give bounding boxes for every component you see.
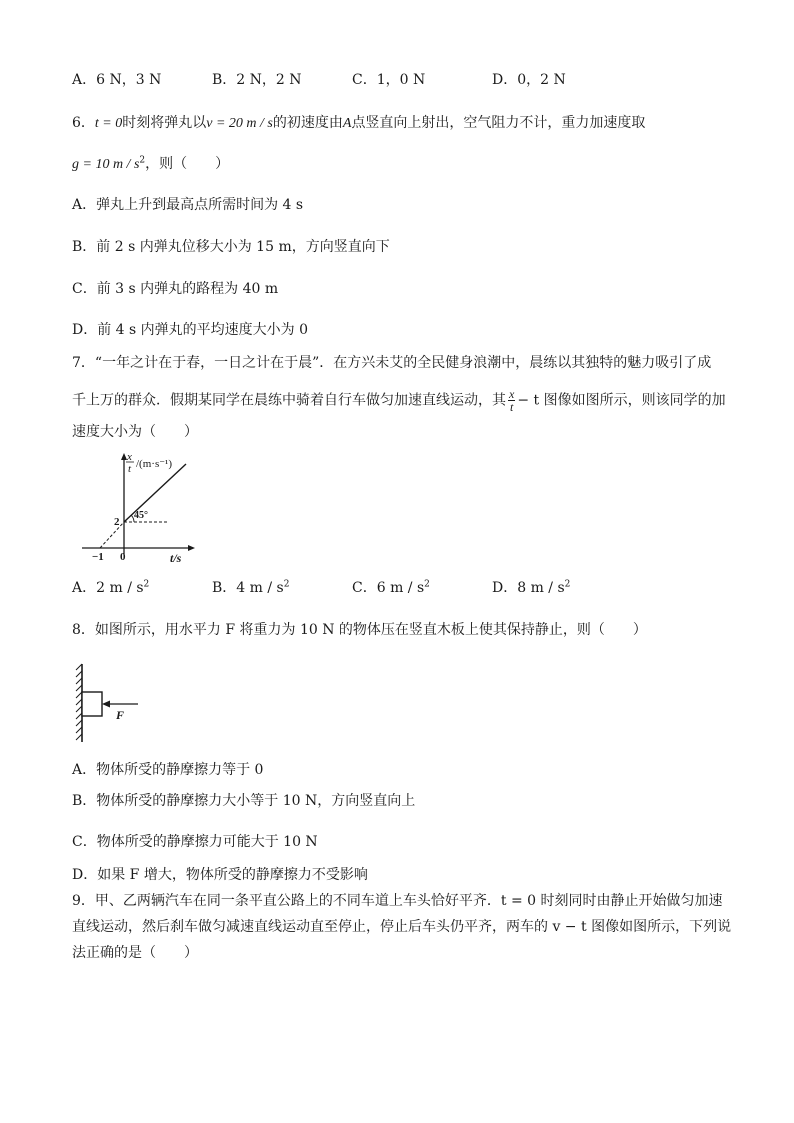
q7-graph-axes [82, 460, 188, 554]
q8-stem: 8．如图所示，用水平力 F 将重力为 10 N 的物体压在竖直木板上使其保持静止，则（ ） [72, 622, 647, 638]
q6-stem [72, 113, 645, 134]
q7-angle-label: 45° [134, 510, 148, 521]
q7-ylabel-num: x [127, 451, 132, 463]
q8-block [82, 692, 102, 716]
q8-force-label: F [116, 708, 125, 722]
q8-force-arrowhead [102, 701, 110, 708]
q7-graph [76, 452, 196, 564]
q7-fraction [508, 388, 515, 413]
q7-option-d-text: D．8 m / s [492, 580, 565, 596]
q6-t0: t = 0 [94, 116, 123, 131]
q6-velocity: v = 20 m / s [206, 116, 273, 131]
q7-extension-dashed [100, 522, 124, 548]
q6-option-a: A．弹丸上升到最高点所需时间为 4 s [72, 197, 304, 213]
q7-option-d [492, 578, 570, 598]
q9-stem-line2: 直线运动，然后刹车做匀减速直线运动直至停止，停止后车头仍平齐，两车的 v − t 图像如图所示，下列说 [72, 919, 732, 935]
q7-ylabel-unit: /(m·s⁻¹) [136, 458, 172, 470]
q8-wall-hatching [76, 664, 82, 740]
q5-option-d: D．0，2 N [492, 72, 566, 88]
q6-stem-part1: 时刻将弹丸以 [122, 115, 207, 131]
q6-stem-part2: 的初速度由 [272, 115, 343, 131]
q9-stem-line3: 法正确的是（ ） [72, 945, 198, 961]
q7-ylabel-den: t [128, 463, 132, 475]
q7-stem-line1: 7．“一年之计在于春，一日之计在于晨”．在方兴未艾的全民健身浪潮中，晨练以其独特的魅力吸引了成 [72, 355, 712, 371]
q8-option-b: B．物体所受的静摩擦力大小等于 10 N，方向竖直向上 [72, 793, 416, 809]
q7-option-c [352, 578, 430, 598]
q7-stem-line2b: − t 图像如图所示，则该同学的加 [517, 392, 726, 409]
q7-option-b-text: B．4 m / s [212, 580, 284, 596]
q8-option-a: A．物体所受的静摩擦力等于 0 [72, 762, 264, 778]
q6-option-d: D．前 4 s 内弹丸的平均速度大小为 0 [72, 322, 309, 338]
q7-stem-line2 [72, 388, 726, 413]
q7-stem-line2a: 千上万的群众．假期某同学在晨练中骑着自行车做匀加速直线运动，其 [72, 392, 506, 409]
q7-option-b-exp: 2 [283, 579, 290, 590]
q8-figure [72, 664, 142, 744]
q5-option-c: C．1，0 N [352, 72, 426, 88]
q7-xlabel: t/s [170, 551, 182, 565]
q8-option-d: D．如果 F 增大，物体所受的静摩擦力不受影响 [72, 867, 368, 883]
q6-option-b: B．前 2 s 内弹丸位移大小为 15 m，方向竖直向下 [72, 239, 390, 255]
q6-stem-part3: 点竖直向上射出，空气阻力不计，重力加速度取 [351, 115, 646, 131]
q9-stem-line1: 9．甲、乙两辆汽车在同一条平直公路上的不同车道上车头恰好平齐．t = 0 时刻同时由静止开始做匀加速 [72, 893, 723, 909]
q6-option-c: C．前 3 s 内弹丸的路程为 40 m [72, 281, 279, 297]
q6-stem-part4: ，则（ ） [145, 156, 230, 172]
q5-option-b: B．2 N，2 N [212, 72, 302, 88]
q7-option-c-exp: 2 [424, 579, 430, 590]
q7-fraction-num: x [509, 387, 515, 401]
q7-option-a [72, 578, 149, 598]
q7-option-d-exp: 2 [564, 579, 571, 590]
q7-option-a-text: A．2 m / s [72, 580, 144, 596]
q6-gravity: g = 10 m / s [72, 157, 140, 172]
q7-tick-y: 2 [114, 516, 120, 528]
q6-number: 6． [72, 115, 95, 131]
q7-tick-x-neg: −1 [92, 551, 104, 563]
q7-fraction-den: t [509, 400, 514, 414]
q7-origin-label: 0 [120, 551, 126, 563]
q6-point-a: A [342, 116, 352, 131]
q6-stem-line2 [72, 154, 229, 175]
q7-option-c-text: C．6 m / s [352, 580, 425, 596]
q5-option-a: A．6 N，3 N [72, 72, 162, 88]
q7-x-arrow [188, 545, 195, 551]
q8-option-c: C．物体所受的静摩擦力可能大于 10 N [72, 834, 318, 850]
q6-gravity-exp: 2 [139, 155, 146, 166]
q7-stem-line3: 速度大小为（ ） [72, 424, 198, 440]
q7-option-a-exp: 2 [143, 579, 150, 590]
q7-option-b [212, 578, 289, 598]
